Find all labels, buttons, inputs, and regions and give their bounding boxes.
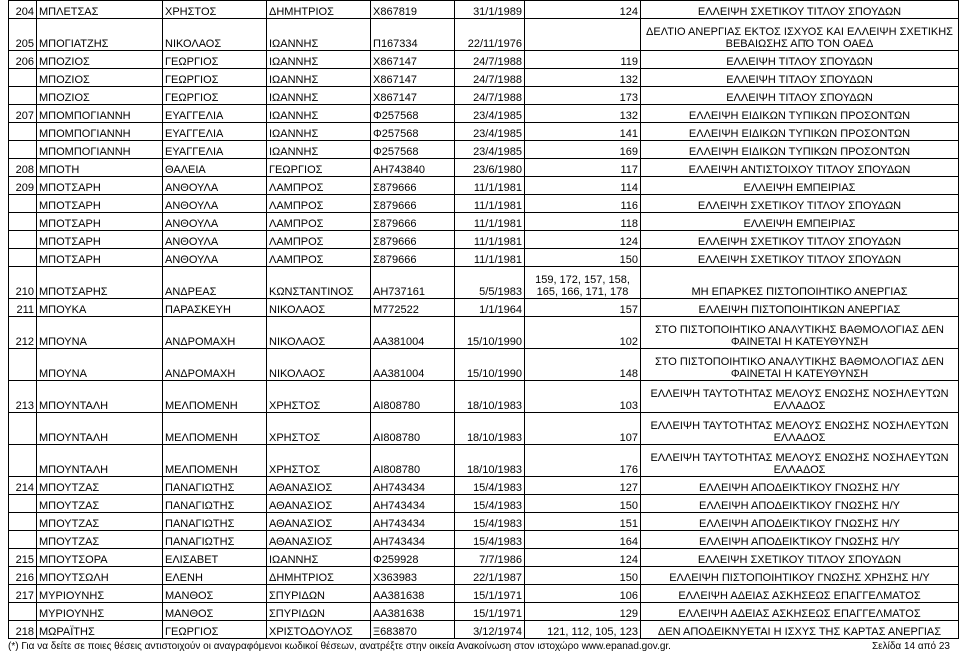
position-code-cell: 124 bbox=[525, 231, 641, 249]
father-name-cell: ΑΘΑΝΑΣΙΟΣ bbox=[267, 477, 371, 495]
position-code-cell: 121, 112, 105, 123 bbox=[525, 621, 641, 639]
position-code-cell: 157 bbox=[525, 299, 641, 317]
father-name-cell: ΙΩΑΝΝΗΣ bbox=[267, 105, 371, 123]
position-code-cell: 116 bbox=[525, 195, 641, 213]
father-name-cell: ΚΩΝΣΤΑΝΤΙΝΟΣ bbox=[267, 267, 371, 299]
id-number-cell: Σ879666 bbox=[371, 213, 455, 231]
position-code-cell: 103 bbox=[525, 381, 641, 413]
first-name-cell: ΑΝΘΟΥΛΑ bbox=[163, 213, 267, 231]
table-row bbox=[9, 87, 959, 105]
table-row bbox=[9, 445, 959, 477]
birth-date-cell: 15/4/1983 bbox=[455, 477, 525, 495]
first-name-cell: ΓΕΩΡΓΙΟΣ bbox=[163, 87, 267, 105]
birth-date-cell: 23/6/1980 bbox=[455, 159, 525, 177]
row-number bbox=[9, 349, 37, 381]
surname-cell: ΜΠΟΥΤΖΑΣ bbox=[37, 495, 163, 513]
position-code-cell: 107 bbox=[525, 413, 641, 445]
first-name-cell: ΜΑΝΘΟΣ bbox=[163, 603, 267, 621]
rejection-reason-cell: ΕΛΛΕΙΨΗ ΕΙΔΙΚΩΝ ΤΥΠΙΚΩΝ ΠΡΟΣΟΝΤΩΝ bbox=[641, 141, 959, 159]
position-code-cell: 151 bbox=[525, 513, 641, 531]
surname-cell: ΜΠΟΤΣΑΡΗΣ bbox=[37, 267, 163, 299]
position-code-cell: 148 bbox=[525, 349, 641, 381]
birth-date-cell: 11/1/1981 bbox=[455, 213, 525, 231]
position-code-cell: 118 bbox=[525, 213, 641, 231]
father-name-cell: ΛΑΜΠΡΟΣ bbox=[267, 231, 371, 249]
position-code-cell: 164 bbox=[525, 531, 641, 549]
rejection-reason-cell: ΕΛΛΕΙΨΗ ΑΠΟΔΕΙΚΤΙΚΟΥ ΓΝΩΣΗΣ Η/Υ bbox=[641, 513, 959, 531]
surname-cell: ΜΠΟΤΗ bbox=[37, 159, 163, 177]
father-name-cell: ΙΩΑΝΝΗΣ bbox=[267, 549, 371, 567]
row-number: 211 bbox=[9, 299, 37, 317]
id-number-cell: Π167334 bbox=[371, 19, 455, 51]
rejection-reason-cell: ΕΛΛΕΙΨΗ ΠΙΣΤΟΠΟΙΗΤΙΚΩΝ ΑΝΕΡΓΙΑΣ bbox=[641, 299, 959, 317]
id-number-cell: Φ257568 bbox=[371, 105, 455, 123]
rejection-reason-cell: ΕΛΛΕΙΨΗ ΑΠΟΔΕΙΚΤΙΚΟΥ ΓΝΩΣΗΣ Η/Υ bbox=[641, 531, 959, 549]
surname-cell: ΜΠΟΓΙΑΤΖΗΣ bbox=[37, 19, 163, 51]
father-name-cell: ΧΡΗΣΤΟΣ bbox=[267, 413, 371, 445]
first-name-cell: ΠΑΝΑΓΙΩΤΗΣ bbox=[163, 477, 267, 495]
row-number: 215 bbox=[9, 549, 37, 567]
rejection-reason-cell: ΔΕΝ ΑΠΟΔΕΙΚΝΥΕΤΑΙ Η ΙΣΧΥΣ ΤΗΣ ΚΑΡΤΑΣ ΑΝΕΡΓΙΑΣ bbox=[641, 621, 959, 639]
surname-cell: ΜΠΟΤΣΑΡΗ bbox=[37, 177, 163, 195]
position-code-cell: 176 bbox=[525, 445, 641, 477]
table-row bbox=[9, 477, 959, 495]
position-code-cell: 127 bbox=[525, 477, 641, 495]
birth-date-cell: 15/4/1983 bbox=[455, 495, 525, 513]
table-row bbox=[9, 19, 959, 51]
row-number: 208 bbox=[9, 159, 37, 177]
position-code-cell: 124 bbox=[525, 1, 641, 19]
rejection-reason-cell: ΕΛΛΕΙΨΗ ΣΧΕΤΙΚΟΥ ΤΙΤΛΟΥ ΣΠΟΥΔΩΝ bbox=[641, 195, 959, 213]
candidates-table bbox=[8, 0, 959, 639]
id-number-cell: ΑΗ743434 bbox=[371, 477, 455, 495]
id-number-cell: Φ257568 bbox=[371, 123, 455, 141]
first-name-cell: ΕΥΑΓΓΕΛΙΑ bbox=[163, 141, 267, 159]
row-number: 210 bbox=[9, 267, 37, 299]
first-name-cell: ΠΑΝΑΓΙΩΤΗΣ bbox=[163, 495, 267, 513]
surname-cell: ΜΠΟΜΠΟΓΙΑΝΝΗ bbox=[37, 141, 163, 159]
first-name-cell: ΜΕΛΠΟΜΕΝΗ bbox=[163, 381, 267, 413]
rejection-reason-cell: ΕΛΛΕΙΨΗ ΤΑΥΤΟΤΗΤΑΣ ΜΕΛΟΥΣ ΕΝΩΣΗΣ ΝΟΣΗΛΕΥΤΩΝ ΕΛΛΑΔΟΣ bbox=[641, 445, 959, 477]
id-number-cell: ΑΗ743840 bbox=[371, 159, 455, 177]
first-name-cell: ΑΝΘΟΥΛΑ bbox=[163, 177, 267, 195]
surname-cell: ΜΠΟΤΣΑΡΗ bbox=[37, 231, 163, 249]
birth-date-cell: 5/5/1983 bbox=[455, 267, 525, 299]
id-number-cell: Χ363983 bbox=[371, 567, 455, 585]
father-name-cell: ΧΡΙΣΤΟΔΟΥΛΟΣ bbox=[267, 621, 371, 639]
father-name-cell: ΑΘΑΝΑΣΙΟΣ bbox=[267, 495, 371, 513]
father-name-cell: ΙΩΑΝΝΗΣ bbox=[267, 141, 371, 159]
id-number-cell: Χ867147 bbox=[371, 87, 455, 105]
father-name-cell: ΙΩΑΝΝΗΣ bbox=[267, 51, 371, 69]
id-number-cell: ΑΙ808780 bbox=[371, 413, 455, 445]
position-code-cell: 119 bbox=[525, 51, 641, 69]
id-number-cell: Σ879666 bbox=[371, 231, 455, 249]
surname-cell: ΜΠΟΖΙΟΣ bbox=[37, 51, 163, 69]
birth-date-cell: 1/1/1964 bbox=[455, 299, 525, 317]
table-row bbox=[9, 123, 959, 141]
table-row bbox=[9, 495, 959, 513]
id-number-cell: Σ879666 bbox=[371, 249, 455, 267]
row-number bbox=[9, 141, 37, 159]
position-code-cell: 132 bbox=[525, 105, 641, 123]
row-number: 213 bbox=[9, 381, 37, 413]
surname-cell: ΜΠΟΥΝΑ bbox=[37, 349, 163, 381]
birth-date-cell: 3/12/1974 bbox=[455, 621, 525, 639]
surname-cell: ΜΠΟΤΣΑΡΗ bbox=[37, 213, 163, 231]
father-name-cell: ΝΙΚΟΛΑΟΣ bbox=[267, 299, 371, 317]
father-name-cell: ΔΗΜΗΤΡΙΟΣ bbox=[267, 1, 371, 19]
row-number: 217 bbox=[9, 585, 37, 603]
birth-date-cell: 18/10/1983 bbox=[455, 381, 525, 413]
rejection-reason-cell: ΕΛΛΕΙΨΗ ΕΙΔΙΚΩΝ ΤΥΠΙΚΩΝ ΠΡΟΣΟΝΤΩΝ bbox=[641, 123, 959, 141]
position-code-cell: 132 bbox=[525, 69, 641, 87]
id-number-cell: ΑΑ381004 bbox=[371, 349, 455, 381]
father-name-cell: ΛΑΜΠΡΟΣ bbox=[267, 195, 371, 213]
rejection-reason-cell: ΕΛΛΕΙΨΗ ΤΑΥΤΟΤΗΤΑΣ ΜΕΛΟΥΣ ΕΝΩΣΗΣ ΝΟΣΗΛΕΥΤΩΝ ΕΛΛΑΔΟΣ bbox=[641, 413, 959, 445]
row-number bbox=[9, 603, 37, 621]
first-name-cell: ΕΛΙΣΑΒΕΤ bbox=[163, 549, 267, 567]
birth-date-cell: 11/1/1981 bbox=[455, 231, 525, 249]
rejection-reason-cell: ΕΛΛΕΙΨΗ ΤΑΥΤΟΤΗΤΑΣ ΜΕΛΟΥΣ ΕΝΩΣΗΣ ΝΟΣΗΛΕΥΤΩΝ ΕΛΛΑΔΟΣ bbox=[641, 381, 959, 413]
row-number bbox=[9, 231, 37, 249]
surname-cell: ΜΠΟΥΝΤΑΛΗ bbox=[37, 413, 163, 445]
id-number-cell: ΑΗ737161 bbox=[371, 267, 455, 299]
father-name-cell: ΧΡΗΣΤΟΣ bbox=[267, 445, 371, 477]
table-row bbox=[9, 413, 959, 445]
father-name-cell: ΣΠΥΡΙΔΩΝ bbox=[267, 585, 371, 603]
row-number: 216 bbox=[9, 567, 37, 585]
table-row bbox=[9, 51, 959, 69]
table-body bbox=[9, 1, 959, 639]
rejection-reason-cell: ΕΛΛΕΙΨΗ ΤΙΤΛΟΥ ΣΠΟΥΔΩΝ bbox=[641, 51, 959, 69]
table-row bbox=[9, 159, 959, 177]
birth-date-cell: 15/1/1971 bbox=[455, 603, 525, 621]
row-number bbox=[9, 87, 37, 105]
rejection-reason-cell: ΕΛΛΕΙΨΗ ΕΙΔΙΚΩΝ ΤΥΠΙΚΩΝ ΠΡΟΣΟΝΤΩΝ bbox=[641, 105, 959, 123]
rejection-reason-cell: ΕΛΛΕΙΨΗ ΣΧΕΤΙΚΟΥ ΤΙΤΛΟΥ ΣΠΟΥΔΩΝ bbox=[641, 1, 959, 19]
row-number bbox=[9, 531, 37, 549]
birth-date-cell: 18/10/1983 bbox=[455, 413, 525, 445]
father-name-cell: ΝΙΚΟΛΑΟΣ bbox=[267, 317, 371, 349]
surname-cell: ΜΠΟΥΝΤΑΛΗ bbox=[37, 445, 163, 477]
father-name-cell: ΓΕΩΡΓΙΟΣ bbox=[267, 159, 371, 177]
rejection-reason-cell: ΕΛΛΕΙΨΗ ΣΧΕΤΙΚΟΥ ΤΙΤΛΟΥ ΣΠΟΥΔΩΝ bbox=[641, 249, 959, 267]
table-row bbox=[9, 299, 959, 317]
row-number bbox=[9, 213, 37, 231]
position-code-cell: 141 bbox=[525, 123, 641, 141]
first-name-cell: ΜΕΛΠΟΜΕΝΗ bbox=[163, 413, 267, 445]
first-name-cell: ΘΑΛΕΙΑ bbox=[163, 159, 267, 177]
first-name-cell: ΓΕΩΡΓΙΟΣ bbox=[163, 51, 267, 69]
surname-cell: ΜΥΡΙΟΥΝΗΣ bbox=[37, 603, 163, 621]
father-name-cell: ΙΩΑΝΝΗΣ bbox=[267, 87, 371, 105]
first-name-cell: ΠΑΝΑΓΙΩΤΗΣ bbox=[163, 513, 267, 531]
id-number-cell: Σ879666 bbox=[371, 195, 455, 213]
birth-date-cell: 18/10/1983 bbox=[455, 445, 525, 477]
first-name-cell: ΜΕΛΠΟΜΕΝΗ bbox=[163, 445, 267, 477]
rejection-reason-cell: ΕΛΛΕΙΨΗ ΠΙΣΤΟΠΟΙΗΤΙΚΟΥ ΓΝΩΣΗΣ ΧΡΗΣΗΣ Η/Υ bbox=[641, 567, 959, 585]
position-code-cell: 102 bbox=[525, 317, 641, 349]
father-name-cell: ΙΩΑΝΝΗΣ bbox=[267, 19, 371, 51]
position-code-cell: 117 bbox=[525, 159, 641, 177]
surname-cell: ΜΠΟΥΚΑ bbox=[37, 299, 163, 317]
table-row bbox=[9, 69, 959, 87]
surname-cell: ΜΠΟΥΤΖΑΣ bbox=[37, 531, 163, 549]
father-name-cell: ΛΑΜΠΡΟΣ bbox=[267, 249, 371, 267]
first-name-cell: ΑΝΘΟΥΛΑ bbox=[163, 195, 267, 213]
position-code-cell: 129 bbox=[525, 603, 641, 621]
id-number-cell: Σ879666 bbox=[371, 177, 455, 195]
id-number-cell: ΑΗ743434 bbox=[371, 495, 455, 513]
first-name-cell: ΧΡΗΣΤΟΣ bbox=[163, 1, 267, 19]
father-name-cell: ΔΗΜΗΤΡΙΟΣ bbox=[267, 567, 371, 585]
rejection-reason-cell: ΕΛΛΕΙΨΗ ΑΔΕΙΑΣ ΑΣΚΗΣΕΩΣ ΕΠΑΓΓΕΛΜΑΤΟΣ bbox=[641, 603, 959, 621]
birth-date-cell: 15/4/1983 bbox=[455, 513, 525, 531]
position-code-cell: 173 bbox=[525, 87, 641, 105]
rejection-reason-cell: ΕΛΛΕΙΨΗ ΤΙΤΛΟΥ ΣΠΟΥΔΩΝ bbox=[641, 69, 959, 87]
surname-cell: ΜΠΟΥΤΣΩΛΗ bbox=[37, 567, 163, 585]
first-name-cell: ΕΛΕΝΗ bbox=[163, 567, 267, 585]
first-name-cell: ΕΥΑΓΓΕΛΙΑ bbox=[163, 105, 267, 123]
first-name-cell: ΑΝΔΡΟΜΑΧΗ bbox=[163, 349, 267, 381]
id-number-cell: Φ257568 bbox=[371, 141, 455, 159]
id-number-cell: ΑΑ381638 bbox=[371, 585, 455, 603]
birth-date-cell: 24/7/1988 bbox=[455, 51, 525, 69]
first-name-cell: ΠΑΡΑΣΚΕΥΗ bbox=[163, 299, 267, 317]
surname-cell: ΜΠΟΜΠΟΓΙΑΝΝΗ bbox=[37, 105, 163, 123]
first-name-cell: ΑΝΘΟΥΛΑ bbox=[163, 249, 267, 267]
first-name-cell: ΓΕΩΡΓΙΟΣ bbox=[163, 621, 267, 639]
table-row bbox=[9, 549, 959, 567]
row-number: 204 bbox=[9, 1, 37, 19]
father-name-cell: ΝΙΚΟΛΑΟΣ bbox=[267, 349, 371, 381]
position-code-cell: 169 bbox=[525, 141, 641, 159]
row-number bbox=[9, 249, 37, 267]
id-number-cell: Ξ683870 bbox=[371, 621, 455, 639]
rejection-reason-cell: ΣΤΟ ΠΙΣΤΟΠΟΙΗΤΙΚΟ ΑΝΑΛΥΤΙΚΗΣ ΒΑΘΜΟΛΟΓΙΑΣ ΔΕΝ ΦΑΙΝΕΤΑΙ Η ΚΑΤΕΥΘΥΝΣΗ bbox=[641, 349, 959, 381]
birth-date-cell: 22/1/1987 bbox=[455, 567, 525, 585]
first-name-cell: ΑΝΘΟΥΛΑ bbox=[163, 231, 267, 249]
row-number bbox=[9, 513, 37, 531]
rejection-reason-cell: ΕΛΛΕΙΨΗ ΕΜΠΕΙΡΙΑΣ bbox=[641, 177, 959, 195]
position-code-cell: 159, 172, 157, 158, 165, 166, 171, 178 bbox=[525, 267, 641, 299]
father-name-cell: ΑΘΑΝΑΣΙΟΣ bbox=[267, 531, 371, 549]
rejection-reason-cell: ΕΛΛΕΙΨΗ ΣΧΕΤΙΚΟΥ ΤΙΤΛΟΥ ΣΠΟΥΔΩΝ bbox=[641, 549, 959, 567]
table-row bbox=[9, 585, 959, 603]
row-number: 209 bbox=[9, 177, 37, 195]
id-number-cell: ΑΗ743434 bbox=[371, 513, 455, 531]
footnote: (*) Για να δείτε σε ποιες θέσεις αντιστοιχούν οι αναγραφόμενοι κωδικοί θέσεων, ανατρέξτε στην οικεία Ανακοίνωση στον ιστοχώρο www.epanad.gov.gr. bbox=[8, 641, 671, 652]
row-number: 207 bbox=[9, 105, 37, 123]
page-number: Σελίδα 14 από 23 bbox=[871, 641, 950, 652]
first-name-cell: ΑΝΔΡΕΑΣ bbox=[163, 267, 267, 299]
birth-date-cell: 23/4/1985 bbox=[455, 105, 525, 123]
position-code-cell: 150 bbox=[525, 249, 641, 267]
rejection-reason-cell: ΜΗ ΕΠΑΡΚΕΣ ΠΙΣΤΟΠΟΙΗΤΙΚΟ ΑΝΕΡΓΙΑΣ bbox=[641, 267, 959, 299]
father-name-cell: ΙΩΑΝΝΗΣ bbox=[267, 123, 371, 141]
table-row bbox=[9, 317, 959, 349]
surname-cell: ΜΠΟΖΙΟΣ bbox=[37, 87, 163, 105]
birth-date-cell: 15/10/1990 bbox=[455, 349, 525, 381]
id-number-cell: ΑΙ808780 bbox=[371, 445, 455, 477]
position-code-cell bbox=[525, 19, 641, 51]
table-row bbox=[9, 349, 959, 381]
id-number-cell: Χ867147 bbox=[371, 51, 455, 69]
id-number-cell: Χ867819 bbox=[371, 1, 455, 19]
birth-date-cell: 24/7/1988 bbox=[455, 87, 525, 105]
results-sheet bbox=[8, 0, 958, 639]
rejection-reason-cell: ΕΛΛΕΙΨΗ ΑΔΕΙΑΣ ΑΣΚΗΣΕΩΣ ΕΠΑΓΓΕΛΜΑΤΟΣ bbox=[641, 585, 959, 603]
surname-cell: ΜΥΡΙΟΥΝΗΣ bbox=[37, 585, 163, 603]
position-code-cell: 150 bbox=[525, 495, 641, 513]
row-number: 206 bbox=[9, 51, 37, 69]
surname-cell: ΜΠΟΤΣΑΡΗ bbox=[37, 195, 163, 213]
id-number-cell: ΑΑ381004 bbox=[371, 317, 455, 349]
birth-date-cell: 11/1/1981 bbox=[455, 249, 525, 267]
surname-cell: ΜΠΟΥΤΖΑΣ bbox=[37, 513, 163, 531]
rejection-reason-cell: ΣΤΟ ΠΙΣΤΟΠΟΙΗΤΙΚΟ ΑΝΑΛΥΤΙΚΗΣ ΒΑΘΜΟΛΟΓΙΑΣ ΔΕΝ ΦΑΙΝΕΤΑΙ Η ΚΑΤΕΥΘΥΝΣΗ bbox=[641, 317, 959, 349]
birth-date-cell: 23/4/1985 bbox=[455, 141, 525, 159]
birth-date-cell: 31/1/1989 bbox=[455, 1, 525, 19]
table-row bbox=[9, 513, 959, 531]
rejection-reason-cell: ΕΛΛΕΙΨΗ ΤΙΤΛΟΥ ΣΠΟΥΔΩΝ bbox=[641, 87, 959, 105]
first-name-cell: ΑΝΔΡΟΜΑΧΗ bbox=[163, 317, 267, 349]
table-row bbox=[9, 621, 959, 639]
father-name-cell: ΧΡΗΣΤΟΣ bbox=[267, 381, 371, 413]
rejection-reason-cell: ΕΛΛΕΙΨΗ ΑΠΟΔΕΙΚΤΙΚΟΥ ΓΝΩΣΗΣ Η/Υ bbox=[641, 495, 959, 513]
surname-cell: ΜΠΛΕΤΣΑΣ bbox=[37, 1, 163, 19]
father-name-cell: ΑΘΑΝΑΣΙΟΣ bbox=[267, 513, 371, 531]
surname-cell: ΜΠΟΥΤΖΑΣ bbox=[37, 477, 163, 495]
table-row bbox=[9, 267, 959, 299]
first-name-cell: ΝΙΚΟΛΑΟΣ bbox=[163, 19, 267, 51]
table-row bbox=[9, 213, 959, 231]
row-number: 218 bbox=[9, 621, 37, 639]
surname-cell: ΜΠΟΜΠΟΓΙΑΝΝΗ bbox=[37, 123, 163, 141]
id-number-cell: ΑΙ808780 bbox=[371, 381, 455, 413]
table-row bbox=[9, 381, 959, 413]
position-code-cell: 114 bbox=[525, 177, 641, 195]
surname-cell: ΜΠΟΥΝΤΑΛΗ bbox=[37, 381, 163, 413]
row-number bbox=[9, 413, 37, 445]
birth-date-cell: 11/1/1981 bbox=[455, 195, 525, 213]
first-name-cell: ΓΕΩΡΓΙΟΣ bbox=[163, 69, 267, 87]
table-row bbox=[9, 177, 959, 195]
first-name-cell: ΠΑΝΑΓΙΩΤΗΣ bbox=[163, 531, 267, 549]
table-row bbox=[9, 249, 959, 267]
father-name-cell: ΙΩΑΝΝΗΣ bbox=[267, 69, 371, 87]
surname-cell: ΜΠΟΥΤΣΟΡΑ bbox=[37, 549, 163, 567]
surname-cell: ΜΠΟΥΝΑ bbox=[37, 317, 163, 349]
father-name-cell: ΣΠΥΡΙΔΩΝ bbox=[267, 603, 371, 621]
id-number-cell: Φ259928 bbox=[371, 549, 455, 567]
first-name-cell: ΕΥΑΓΓΕΛΙΑ bbox=[163, 123, 267, 141]
rejection-reason-cell: ΕΛΛΕΙΨΗ ΑΝΤΙΣΤΟΙΧΟΥ ΤΙΤΛΟΥ ΣΠΟΥΔΩΝ bbox=[641, 159, 959, 177]
table-row bbox=[9, 141, 959, 159]
birth-date-cell: 7/7/1986 bbox=[455, 549, 525, 567]
birth-date-cell: 11/1/1981 bbox=[455, 177, 525, 195]
rejection-reason-cell: ΔΕΛΤΙΟ ΑΝΕΡΓΙΑΣ ΕΚΤΟΣ ΙΣΧΥΟΣ ΚΑΙ ΕΛΛΕΙΨΗ ΣΧΕΤΙΚΗΣ ΒΕΒΑΙΩΣΗΣ ΑΠΌ ΤΟΝ ΟΑΕΔ bbox=[641, 19, 959, 51]
table-row bbox=[9, 567, 959, 585]
birth-date-cell: 15/4/1983 bbox=[455, 531, 525, 549]
table-row bbox=[9, 105, 959, 123]
table-row bbox=[9, 603, 959, 621]
birth-date-cell: 22/11/1976 bbox=[455, 19, 525, 51]
table-row bbox=[9, 531, 959, 549]
row-number: 212 bbox=[9, 317, 37, 349]
surname-cell: ΜΠΟΖΙΟΣ bbox=[37, 69, 163, 87]
row-number bbox=[9, 195, 37, 213]
row-number bbox=[9, 445, 37, 477]
rejection-reason-cell: ΕΛΛΕΙΨΗ ΕΜΠΕΙΡΙΑΣ bbox=[641, 213, 959, 231]
rejection-reason-cell: ΕΛΛΕΙΨΗ ΣΧΕΤΙΚΟΥ ΤΙΤΛΟΥ ΣΠΟΥΔΩΝ bbox=[641, 231, 959, 249]
rejection-reason-cell: ΕΛΛΕΙΨΗ ΑΠΟΔΕΙΚΤΙΚΟΥ ΓΝΩΣΗΣ Η/Υ bbox=[641, 477, 959, 495]
father-name-cell: ΛΑΜΠΡΟΣ bbox=[267, 213, 371, 231]
birth-date-cell: 23/4/1985 bbox=[455, 123, 525, 141]
row-number: 205 bbox=[9, 19, 37, 51]
position-code-cell: 124 bbox=[525, 549, 641, 567]
table-row bbox=[9, 231, 959, 249]
birth-date-cell: 15/10/1990 bbox=[455, 317, 525, 349]
row-number: 214 bbox=[9, 477, 37, 495]
table-row bbox=[9, 195, 959, 213]
id-number-cell: ΑΑ381638 bbox=[371, 603, 455, 621]
id-number-cell: Μ772522 bbox=[371, 299, 455, 317]
row-number bbox=[9, 495, 37, 513]
first-name-cell: ΜΑΝΘΟΣ bbox=[163, 585, 267, 603]
id-number-cell: ΑΗ743434 bbox=[371, 531, 455, 549]
father-name-cell: ΛΑΜΠΡΟΣ bbox=[267, 177, 371, 195]
surname-cell: ΜΠΟΤΣΑΡΗ bbox=[37, 249, 163, 267]
position-code-cell: 150 bbox=[525, 567, 641, 585]
row-number bbox=[9, 69, 37, 87]
page-footer bbox=[8, 638, 958, 652]
row-number bbox=[9, 123, 37, 141]
birth-date-cell: 24/7/1988 bbox=[455, 69, 525, 87]
position-code-cell: 106 bbox=[525, 585, 641, 603]
surname-cell: ΜΩΡΑΪΤΗΣ bbox=[37, 621, 163, 639]
birth-date-cell: 15/1/1971 bbox=[455, 585, 525, 603]
table-row bbox=[9, 1, 959, 19]
id-number-cell: Χ867147 bbox=[371, 69, 455, 87]
